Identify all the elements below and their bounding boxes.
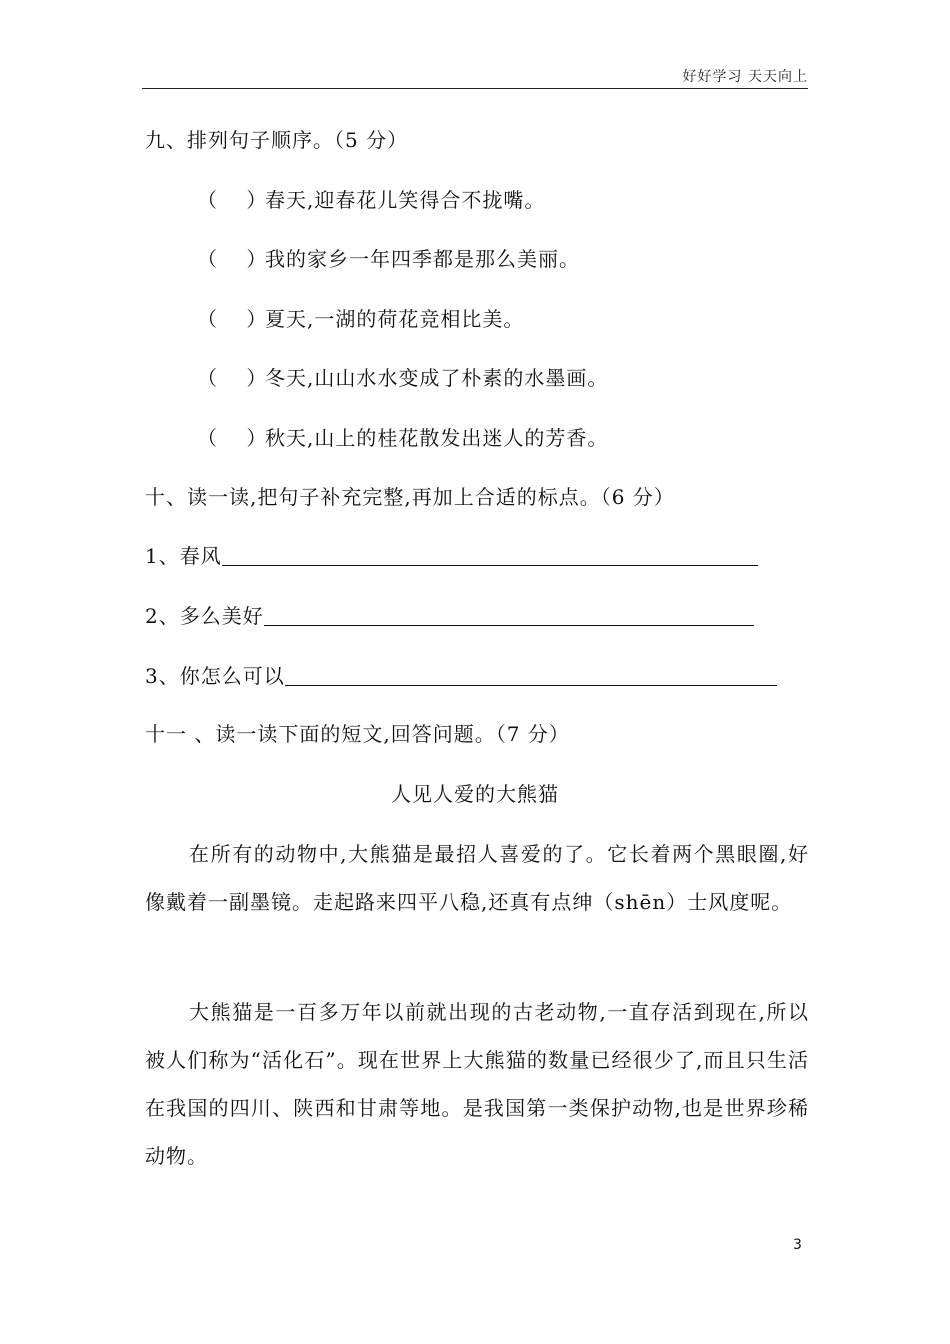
fill-label: 3、你怎么可以 — [145, 664, 285, 688]
header-rule — [142, 88, 808, 89]
order-parentheses[interactable]: （ ） — [197, 426, 268, 450]
section10-title: 十、读一读,把句子补充完整,再加上合适的标点。（6 分） — [145, 485, 675, 509]
sentence-text: 春天,迎春花儿笑得合不拢嘴。 — [265, 188, 546, 212]
section9-item-5 — [197, 424, 608, 452]
order-parentheses[interactable]: （ ） — [197, 247, 268, 271]
fill-blank-line[interactable] — [264, 625, 754, 626]
section9-item-2 — [197, 245, 580, 273]
sentence-text: 冬天,山山水水变成了朴素的水墨画。 — [265, 366, 609, 390]
page-number: 3 — [793, 1237, 802, 1253]
section9-item-1 — [197, 186, 545, 214]
story-paragraph-1: 在所有的动物中,大熊猫是最招人喜爱的了。它长着两个黑眼圈,好像戴着一副墨镜。走起路来四平八稳,还真有点绅（shēn）士风度呢。 — [145, 842, 809, 914]
order-parentheses[interactable]: （ ） — [197, 188, 268, 212]
section11-title: 十一 、读一读下面的短文,回答问题。（7 分） — [145, 722, 570, 746]
header-text: 好好学习 天天向上 — [682, 69, 808, 85]
sentence-text: 夏天,一湖的荷花竞相比美。 — [265, 307, 525, 331]
fill-blank-line[interactable] — [222, 565, 758, 566]
order-parentheses[interactable]: （ ） — [197, 307, 268, 331]
fill-label: 1、春风 — [145, 544, 222, 568]
fill-row-3 — [145, 660, 777, 690]
story-title: 人见人爱的大熊猫 — [391, 782, 559, 806]
section9-title: 九、排列句子顺序。（5 分） — [145, 128, 409, 152]
sentence-text: 我的家乡一年四季都是那么美丽。 — [265, 247, 580, 271]
fill-row-2 — [145, 600, 754, 630]
order-parentheses[interactable]: （ ） — [197, 366, 268, 390]
fill-row-1 — [145, 540, 758, 570]
fill-label: 2、多么美好 — [145, 604, 264, 628]
fill-blank-line[interactable] — [285, 685, 777, 686]
story-paragraph-2: 大熊猫是一百多万年以前就出现的古老动物,一直存活到现在,所以被人们称为“活化石”。现在世界上大熊猫的数量已经很少了,而且只生活在我国的四川、陕西和甘肃等地。是我国第一类保护动物,也是世界珍稀动物。 — [145, 1000, 809, 1168]
sentence-text: 秋天,山上的桂花散发出迷人的芳香。 — [265, 426, 609, 450]
section9-item-3 — [197, 305, 524, 333]
section9-item-4 — [197, 364, 608, 392]
